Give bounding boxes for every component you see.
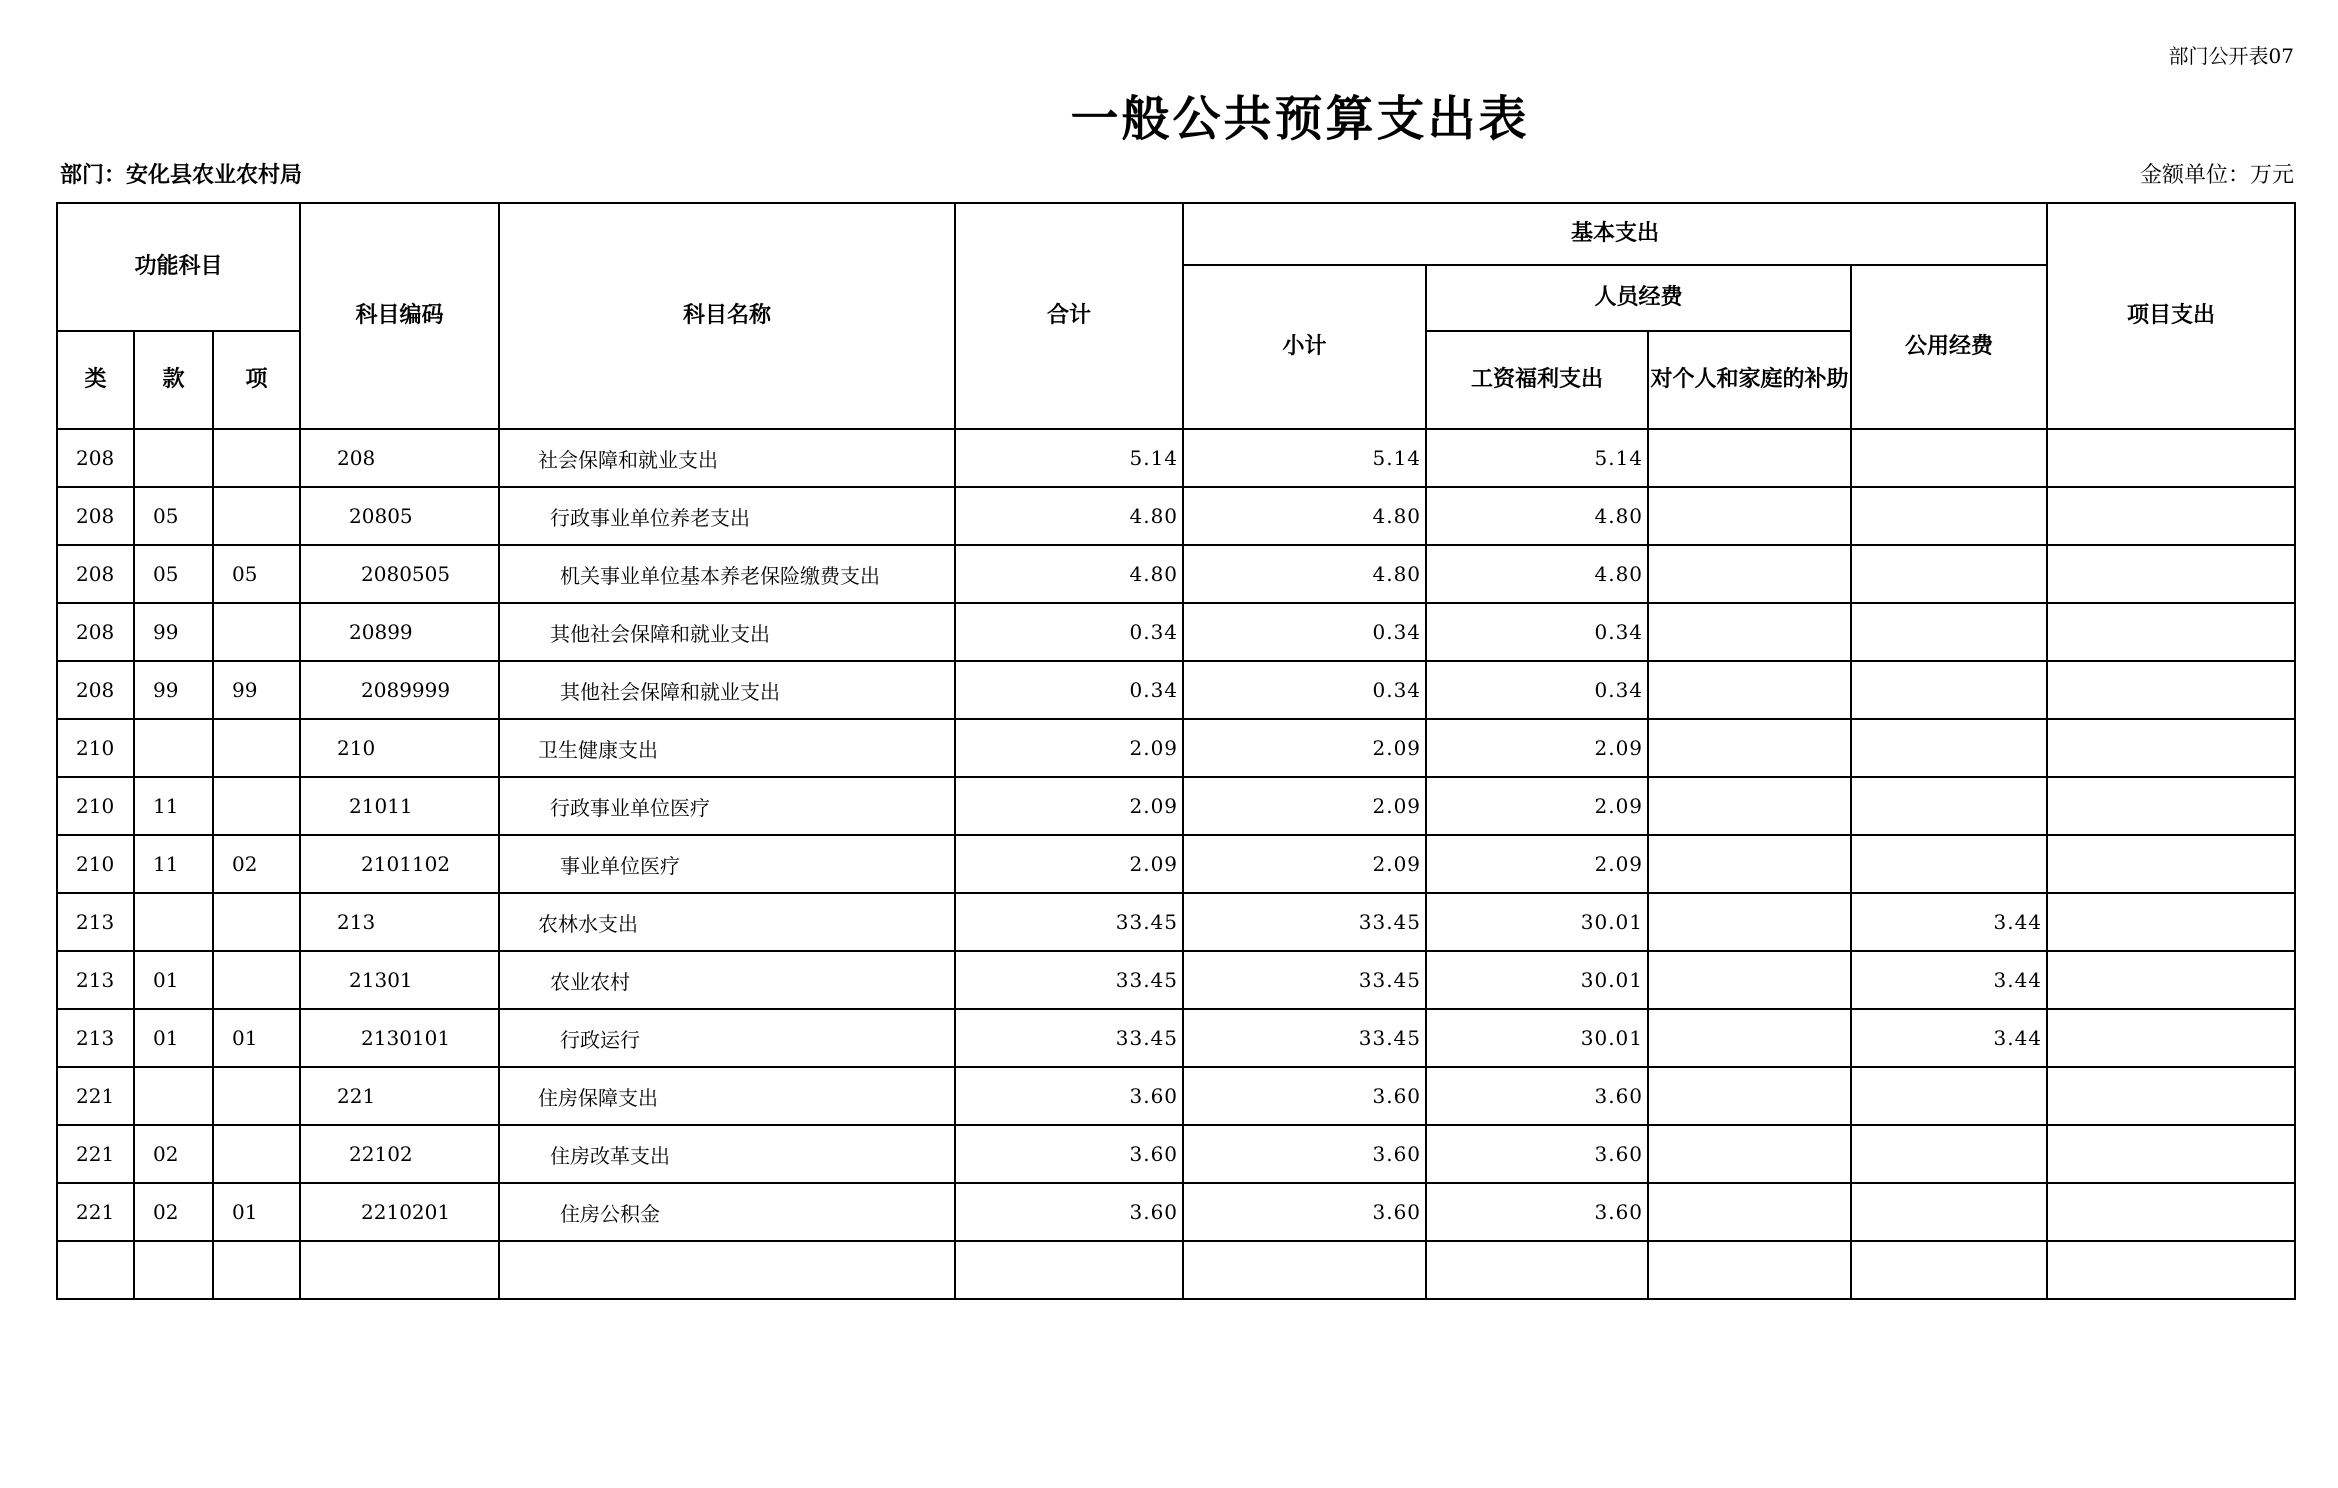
budget-table (56, 202, 2296, 1300)
table-row (57, 835, 2295, 893)
cell-code: 213 (300, 893, 499, 951)
cell-name: 农业农村 (499, 951, 955, 1009)
cell-code: 2080505 (300, 545, 499, 603)
cell-subtotal: 33.45 (1183, 951, 1426, 1009)
header-kuan: 款 (134, 331, 213, 429)
cell-salary: 3.60 (1426, 1125, 1648, 1183)
cell-name: 其他社会保障和就业支出 (499, 661, 955, 719)
cell-subtotal: 2.09 (1183, 719, 1426, 777)
cell-lei: 208 (57, 545, 134, 603)
cell-total: 4.80 (955, 545, 1183, 603)
cell-kuan: 99 (134, 603, 213, 661)
cell-total: 2.09 (955, 777, 1183, 835)
cell-name: 行政事业单位养老支出 (499, 487, 955, 545)
cell-public: 3.44 (1851, 951, 2047, 1009)
cell-public (1851, 603, 2047, 661)
cell-kuan: 11 (134, 835, 213, 893)
cell-total: 2.09 (955, 835, 1183, 893)
cell-lei: 208 (57, 661, 134, 719)
cell-total: 3.60 (955, 1067, 1183, 1125)
cell-subsidy (1648, 893, 1851, 951)
cell-public (1851, 777, 2047, 835)
cell-project (2047, 777, 2295, 835)
header-lei: 类 (57, 331, 134, 429)
table-row (57, 1067, 2295, 1125)
cell-subtotal: 33.45 (1183, 893, 1426, 951)
cell-lei: 213 (57, 1009, 134, 1067)
cell-subsidy (1648, 777, 1851, 835)
cell-salary: 4.80 (1426, 487, 1648, 545)
cell-public (1851, 1241, 2047, 1299)
header-func-subject: 功能科目 (57, 203, 300, 331)
cell-subsidy (1648, 661, 1851, 719)
cell-xiang: 01 (213, 1009, 300, 1067)
cell-kuan (134, 429, 213, 487)
cell-project (2047, 661, 2295, 719)
cell-lei: 210 (57, 835, 134, 893)
cell-xiang: 99 (213, 661, 300, 719)
cell-total: 33.45 (955, 951, 1183, 1009)
cell-public (1851, 661, 2047, 719)
cell-project (2047, 487, 2295, 545)
table-row (57, 1241, 2295, 1299)
cell-kuan: 99 (134, 661, 213, 719)
cell-public: 3.44 (1851, 1009, 2047, 1067)
cell-subtotal: 0.34 (1183, 603, 1426, 661)
cell-code: 221 (300, 1067, 499, 1125)
cell-subsidy (1648, 1241, 1851, 1299)
cell-name: 事业单位医疗 (499, 835, 955, 893)
table-row (57, 1183, 2295, 1241)
cell-project (2047, 1183, 2295, 1241)
cell-project (2047, 429, 2295, 487)
cell-salary: 2.09 (1426, 719, 1648, 777)
cell-subtotal: 2.09 (1183, 835, 1426, 893)
table-row (57, 951, 2295, 1009)
cell-xiang (213, 719, 300, 777)
cell-xiang (213, 893, 300, 951)
header-code: 科目编码 (300, 203, 499, 429)
cell-lei: 208 (57, 487, 134, 545)
cell-project (2047, 835, 2295, 893)
table-row (57, 545, 2295, 603)
cell-name: 农林水支出 (499, 893, 955, 951)
cell-subsidy (1648, 429, 1851, 487)
amount-unit-label: 金额单位：万元 (2139, 163, 2294, 188)
cell-subsidy (1648, 1183, 1851, 1241)
cell-salary: 30.01 (1426, 1009, 1648, 1067)
cell-salary: 0.34 (1426, 661, 1648, 719)
cell-xiang: 05 (213, 545, 300, 603)
cell-name: 行政事业单位医疗 (499, 777, 955, 835)
table-row (57, 719, 2295, 777)
cell-subsidy (1648, 835, 1851, 893)
cell-public (1851, 719, 2047, 777)
table-row (57, 661, 2295, 719)
cell-subtotal: 0.34 (1183, 661, 1426, 719)
cell-xiang (213, 1067, 300, 1125)
header-total: 合计 (955, 203, 1183, 429)
cell-total: 33.45 (955, 893, 1183, 951)
header-personnel: 人员经费 (1426, 265, 1851, 331)
cell-total: 0.34 (955, 603, 1183, 661)
table-row (57, 1125, 2295, 1183)
cell-total: 3.60 (955, 1183, 1183, 1241)
cell-total: 33.45 (955, 1009, 1183, 1067)
cell-name: 社会保障和就业支出 (499, 429, 955, 487)
cell-project (2047, 719, 2295, 777)
form-number: 部门公开表07 (2168, 44, 2294, 68)
cell-lei (57, 1241, 134, 1299)
cell-code: 20899 (300, 603, 499, 661)
cell-subsidy (1648, 1009, 1851, 1067)
header-basic: 基本支出 (1183, 203, 2047, 265)
table-row (57, 487, 2295, 545)
page-title: 一般公共预算支出表 (1070, 91, 1530, 147)
cell-xiang (213, 951, 300, 1009)
cell-salary: 2.09 (1426, 835, 1648, 893)
cell-code (300, 1241, 499, 1299)
cell-code: 2089999 (300, 661, 499, 719)
cell-lei: 221 (57, 1125, 134, 1183)
cell-total: 5.14 (955, 429, 1183, 487)
cell-subtotal: 5.14 (1183, 429, 1426, 487)
cell-project (2047, 603, 2295, 661)
cell-public: 3.44 (1851, 893, 2047, 951)
cell-xiang (213, 429, 300, 487)
cell-xiang (213, 1241, 300, 1299)
cell-kuan: 01 (134, 1009, 213, 1067)
department-label: 部门：安化县农业农村局 (60, 163, 303, 188)
cell-project (2047, 1241, 2295, 1299)
cell-subsidy (1648, 603, 1851, 661)
cell-lei: 210 (57, 777, 134, 835)
cell-name: 住房保障支出 (499, 1067, 955, 1125)
cell-salary: 30.01 (1426, 951, 1648, 1009)
cell-subsidy (1648, 487, 1851, 545)
header-public: 公用经费 (1851, 265, 2047, 429)
cell-total: 0.34 (955, 661, 1183, 719)
cell-name: 机关事业单位基本养老保险缴费支出 (499, 545, 955, 603)
cell-xiang (213, 603, 300, 661)
cell-lei: 213 (57, 951, 134, 1009)
cell-salary: 5.14 (1426, 429, 1648, 487)
cell-code: 21011 (300, 777, 499, 835)
cell-code: 21301 (300, 951, 499, 1009)
cell-code: 210 (300, 719, 499, 777)
cell-name: 卫生健康支出 (499, 719, 955, 777)
cell-xiang (213, 487, 300, 545)
cell-project (2047, 1067, 2295, 1125)
cell-kuan: 01 (134, 951, 213, 1009)
cell-code: 208 (300, 429, 499, 487)
cell-salary: 3.60 (1426, 1183, 1648, 1241)
cell-subsidy (1648, 1125, 1851, 1183)
table-row (57, 777, 2295, 835)
cell-salary: 2.09 (1426, 777, 1648, 835)
cell-subsidy (1648, 719, 1851, 777)
cell-salary: 3.60 (1426, 1067, 1648, 1125)
table-row (57, 603, 2295, 661)
header-subtotal: 小计 (1183, 265, 1426, 429)
cell-code: 2210201 (300, 1183, 499, 1241)
cell-total: 2.09 (955, 719, 1183, 777)
cell-lei: 208 (57, 429, 134, 487)
cell-kuan (134, 1241, 213, 1299)
cell-public (1851, 1183, 2047, 1241)
cell-kuan: 02 (134, 1125, 213, 1183)
cell-salary: 30.01 (1426, 893, 1648, 951)
cell-public (1851, 429, 2047, 487)
cell-xiang: 02 (213, 835, 300, 893)
cell-kuan: 05 (134, 545, 213, 603)
cell-project (2047, 893, 2295, 951)
cell-subtotal: 33.45 (1183, 1009, 1426, 1067)
cell-subtotal: 3.60 (1183, 1125, 1426, 1183)
cell-code: 2101102 (300, 835, 499, 893)
cell-code: 22102 (300, 1125, 499, 1183)
cell-project (2047, 545, 2295, 603)
cell-kuan (134, 719, 213, 777)
cell-subtotal: 2.09 (1183, 777, 1426, 835)
cell-lei: 221 (57, 1183, 134, 1241)
cell-lei: 208 (57, 603, 134, 661)
header-salary: 工资福利支出 (1426, 331, 1648, 429)
cell-subsidy (1648, 1067, 1851, 1125)
cell-subtotal: 4.80 (1183, 545, 1426, 603)
cell-subtotal (1183, 1241, 1426, 1299)
table-row (57, 1009, 2295, 1067)
cell-name: 住房改革支出 (499, 1125, 955, 1183)
cell-project (2047, 951, 2295, 1009)
cell-name: 其他社会保障和就业支出 (499, 603, 955, 661)
cell-public (1851, 545, 2047, 603)
cell-kuan: 05 (134, 487, 213, 545)
cell-lei: 221 (57, 1067, 134, 1125)
cell-public (1851, 835, 2047, 893)
cell-subtotal: 3.60 (1183, 1067, 1426, 1125)
cell-total: 4.80 (955, 487, 1183, 545)
cell-salary: 4.80 (1426, 545, 1648, 603)
cell-public (1851, 487, 2047, 545)
cell-subtotal: 3.60 (1183, 1183, 1426, 1241)
cell-subtotal: 4.80 (1183, 487, 1426, 545)
cell-name (499, 1241, 955, 1299)
cell-total (955, 1241, 1183, 1299)
table-row (57, 893, 2295, 951)
cell-project (2047, 1125, 2295, 1183)
cell-project (2047, 1009, 2295, 1067)
header-name: 科目名称 (499, 203, 955, 429)
cell-name: 行政运行 (499, 1009, 955, 1067)
cell-kuan (134, 1067, 213, 1125)
cell-xiang: 01 (213, 1183, 300, 1241)
header-xiang: 项 (213, 331, 300, 429)
cell-code: 20805 (300, 487, 499, 545)
cell-subsidy (1648, 951, 1851, 1009)
cell-public (1851, 1067, 2047, 1125)
header-project: 项目支出 (2047, 203, 2295, 429)
cell-kuan: 02 (134, 1183, 213, 1241)
cell-name: 住房公积金 (499, 1183, 955, 1241)
cell-kuan (134, 893, 213, 951)
cell-xiang (213, 1125, 300, 1183)
table-header (57, 203, 2295, 429)
cell-total: 3.60 (955, 1125, 1183, 1183)
cell-xiang (213, 777, 300, 835)
table-row (57, 429, 2295, 487)
cell-lei: 213 (57, 893, 134, 951)
cell-salary (1426, 1241, 1648, 1299)
table-body (57, 429, 2295, 1299)
cell-code: 2130101 (300, 1009, 499, 1067)
header-subsidy: 对个人和家庭的补助 (1648, 331, 1851, 429)
cell-kuan: 11 (134, 777, 213, 835)
cell-subsidy (1648, 545, 1851, 603)
cell-salary: 0.34 (1426, 603, 1648, 661)
cell-lei: 210 (57, 719, 134, 777)
cell-public (1851, 1125, 2047, 1183)
